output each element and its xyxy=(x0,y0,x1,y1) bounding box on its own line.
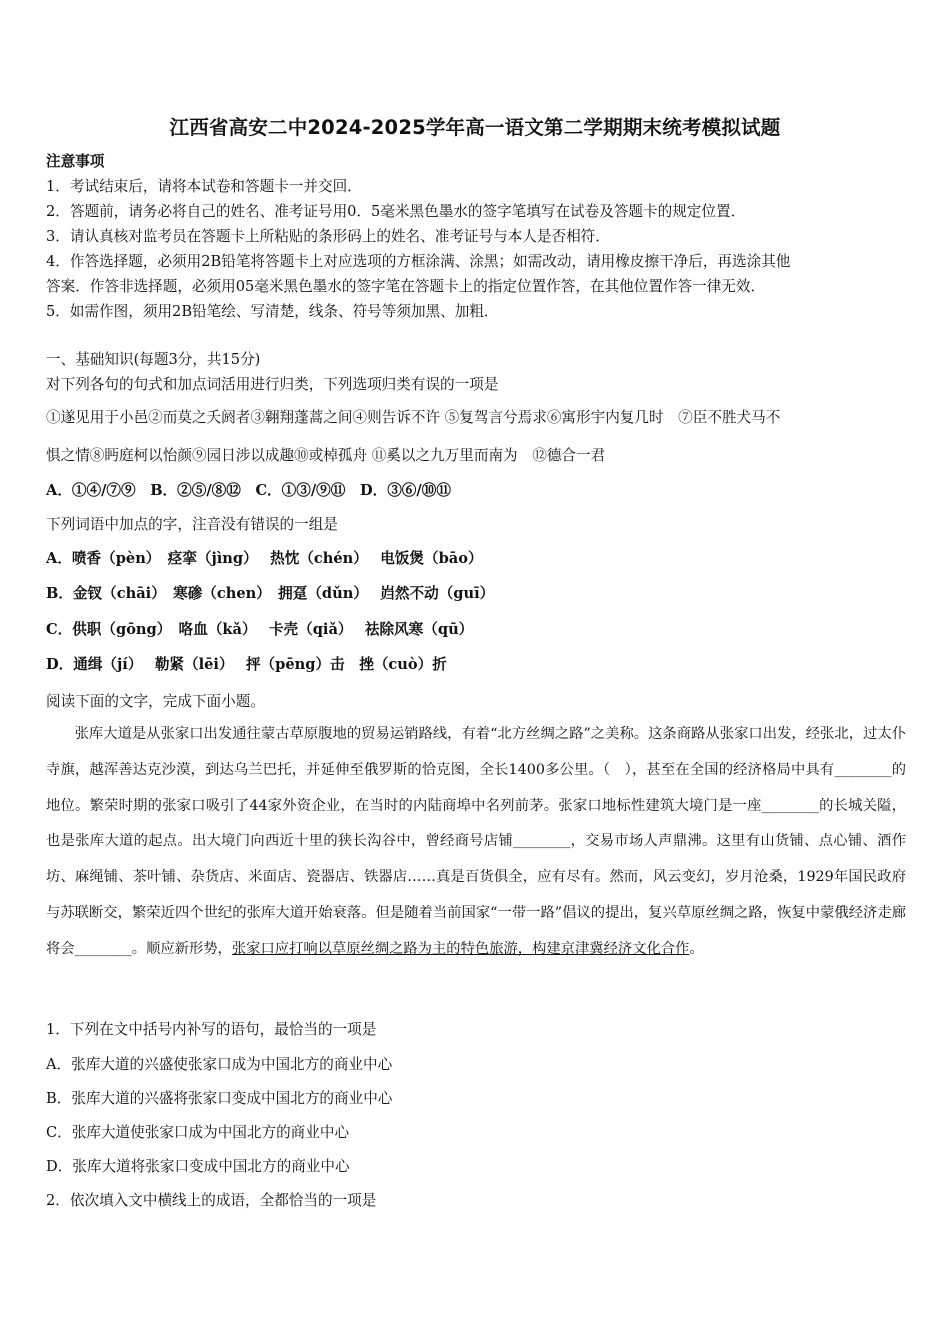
answer-option: C．张库大道使张家口成为中国北方的商业中心 xyxy=(46,1124,350,1141)
answer-option: D．通缉（jí） 勒紧（lēi） 抨（pēng）击 挫（cuò）折 xyxy=(46,656,447,673)
answer-option: B．张库大道的兴盛将张家口变成中国北方的商业中心 xyxy=(46,1090,393,1107)
notice-heading: 注意事项 xyxy=(46,153,105,170)
passage-text: 张库大道是从张家口出发通往蒙古草原腹地的贸易运销路线，有着“北方丝绸之路”之美称。这条商路从张家口出发，经张北，过太仆寺旗，越浑善达克沙漠，到达乌兰巴托，并延伸至俄罗斯的恰克图，全长1400多公里。（ ），甚至在全国的经济格局中具有________的地位。繁荣时期的张家口吸引了44家外资企业，在当时的内陆商埠中名列前茅。张家口地标性建筑大境门是一座________的长城关隘，也是张库大道的起点。出大境门向西近十里的狭长沟谷中，曾经商号店铺________，交易市场人声鼎沸。这里有山货铺、点心铺、酒作坊、麻绳铺、茶叶铺、杂货店、米面店、瓷器店、铁器店……真是百货俱全，应有尽有。然而，风云变幻，岁月沧桑，1929年国民政府与苏联断交，繁荣近四个世纪的张库大道开始衰落。但是随着当前国家“一带一路”倡议的提出，复兴草原丝绸之路，恢复中蒙俄经济走廊将会________。顺应新形势， xyxy=(46,726,906,957)
reading-intro: 阅读下面的文字，完成下面小题。 xyxy=(46,693,265,710)
passage-end: 。 xyxy=(689,940,704,957)
notice-item: 4．作答选择题，必须用2B铅笔将答题卡上对应选项的方框涂满、涂黑；如需改动，请用橡皮擦干净后，再选涂其他 xyxy=(46,253,791,270)
question-stem: 1．下列在文中括号内补写的语句，最恰当的一项是 xyxy=(46,1021,377,1038)
notice-item: 3．请认真核对监考员在答题卡上所粘贴的条形码上的姓名、准考证号与本人是否相符． xyxy=(46,228,610,245)
answer-option: D．张库大道将张家口变成中国北方的商业中心 xyxy=(46,1158,350,1175)
answer-option: B．金钗（chāi） 寒碜（chen） 拥趸（dǔn） 岿然不动（guī） xyxy=(46,585,495,602)
notice-item: 答案．作答非选择题，必须用05毫米黑色墨水的签字笔在答题卡上的指定位置作答，在其他位置作答一律无效． xyxy=(46,278,766,295)
answer-option: A．张库大道的兴盛使张家口成为中国北方的商业中心 xyxy=(46,1056,393,1073)
answer-option: C．供职（gōng） 咯血（kǎ） 卡壳（qiǎ） 祛除风寒（qū） xyxy=(46,621,474,638)
passage-underlined: 张家口应打响以草原丝绸之路为主的特色旅游，构建京津冀经济文化合作 xyxy=(231,940,690,957)
question-text: 惧之情⑧眄庭柯以怡颜⑨园日涉以成趣⑩或棹孤舟 ⑪奚以之九万里而南为 ⑫德合一君 xyxy=(46,447,606,464)
question-stem: 对下列各句的句式和加点词活用进行归类，下列选项归类有误的一项是 xyxy=(46,376,499,393)
answer-option: A．喷香（pèn） 痉挛（jìng） 热忱（chén） 电饭煲（bāo） xyxy=(46,550,483,567)
answer-options: A．①④/⑦⑨ B．②⑤/⑧⑫ C．①③/⑨⑪ D．③⑥/⑩⑪ xyxy=(46,482,451,499)
notice-item: 2．答题前，请务必将自己的姓名、准考证号用0．5毫米黑色墨水的签字笔填写在试卷及答题卡的规定位置． xyxy=(46,203,746,220)
question-stem: 2．依次填入文中横线上的成语，全都恰当的一项是 xyxy=(46,1192,377,1209)
section-heading: 一、基础知识(每题3分，共15分) xyxy=(46,351,261,368)
notice-item: 1．考试结束后，请将本试卷和答题卡一并交回． xyxy=(46,178,362,195)
notice-item: 5．如需作图，须用2B铅笔绘、写清楚，线条、符号等须加黑、加粗． xyxy=(46,303,499,320)
reading-passage xyxy=(46,717,906,968)
question-stem: 下列词语中加点的字，注音没有错误的一组是 xyxy=(46,516,338,533)
question-text: ①遂见用于小邑②而莫之夭阏者③翱翔蓬蒿之间④则告诉不许 ⑤复驾言兮焉求⑥寓形宇内复几时 ⑦臣不胜犬马不 xyxy=(46,409,781,426)
page-title: 江西省高安二中2024-2025学年高一语文第二学期期末统考模拟试题 xyxy=(169,116,781,139)
